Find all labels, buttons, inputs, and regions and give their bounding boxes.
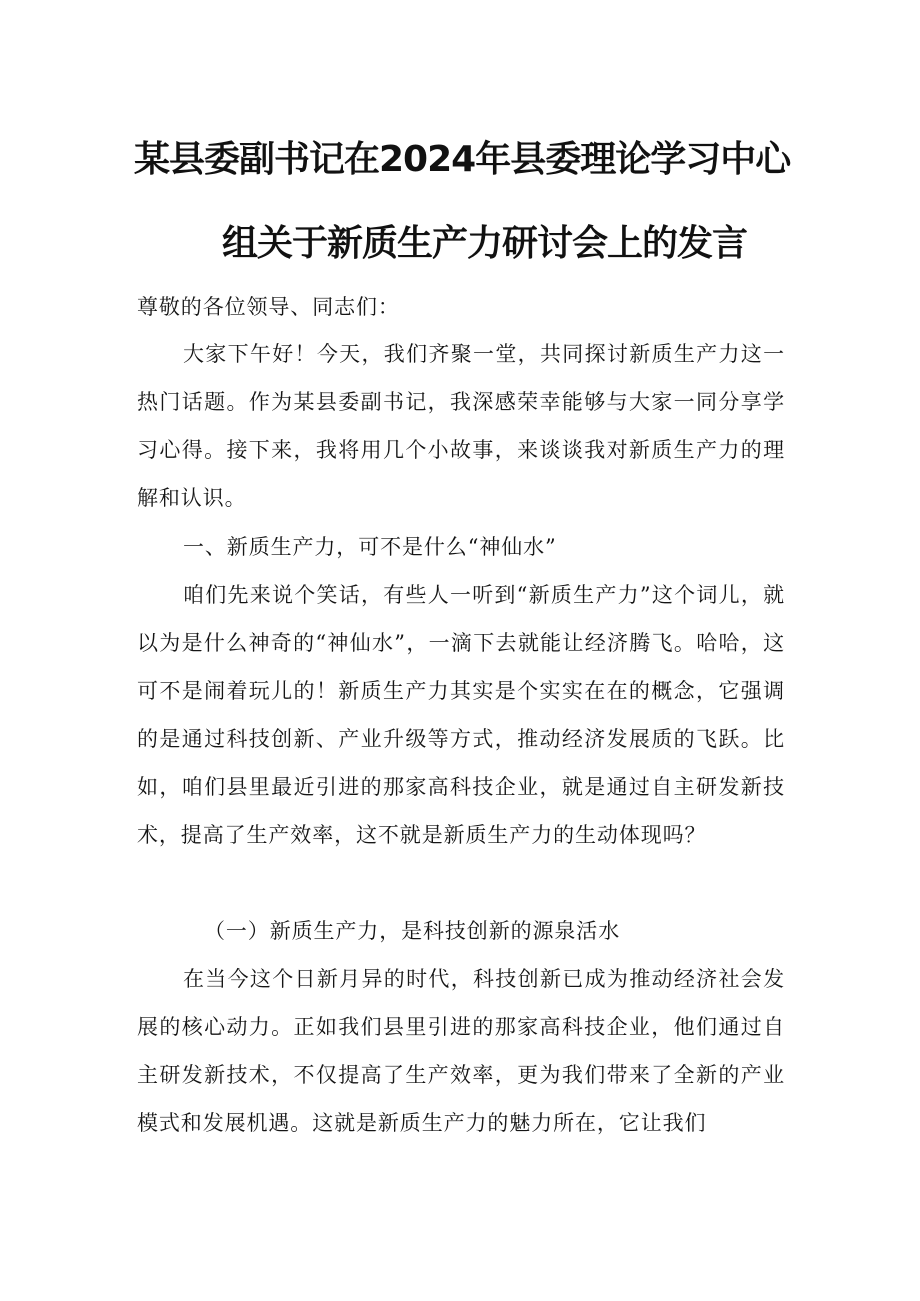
subsection-heading-1: （一）新质生产力，是科技创新的源泉活水	[204, 919, 621, 943]
tech-paragraph: 在当今这个日新月异的时代，科技创新已成为推动经济社会发展的核心动力。正如我们县里引进的那家高科技企业，他们通过自主研发新技术，不仅提高了生产效率，更为我们带来了全新的产业模式和发展机遇。这就是新质生产力的魅力所在，它让我们	[137, 967, 785, 1135]
document-title-line-2: 组关于新质生产力研讨会上的发言	[222, 223, 748, 264]
salutation: 尊敬的各位领导、同志们：	[137, 295, 400, 319]
joke-paragraph: 咱们先来说个笑话，有些人一听到“新质生产力”这个词儿，就以为是什么神奇的“神仙水”，一滴下去就能让经济腾飞。哈哈，这可不是闹着玩儿的！新质生产力其实是个实实在在的概念，它强调的是通过科技创新、产业升级等方式，推动经济发展质的飞跃。比如，咱们县里最近引进的那家高科技企业，就是通过自主研发新技术，提高了生产效率，这不就是新质生产力的生动体现吗？	[137, 583, 785, 847]
section-heading-1: 一、新质生产力，可不是什么“神仙水”	[183, 535, 557, 559]
document-title-line-1: 某县委副书记在2024年县委理论学习中心	[134, 139, 791, 180]
intro-paragraph: 大家下午好！今天，我们齐聚一堂，共同探讨新质生产力这一热门话题。作为某县委副书记，我深感荣幸能够与大家一同分享学习心得。接下来，我将用几个小故事，来谈谈我对新质生产力的理解和认识。	[137, 342, 785, 510]
